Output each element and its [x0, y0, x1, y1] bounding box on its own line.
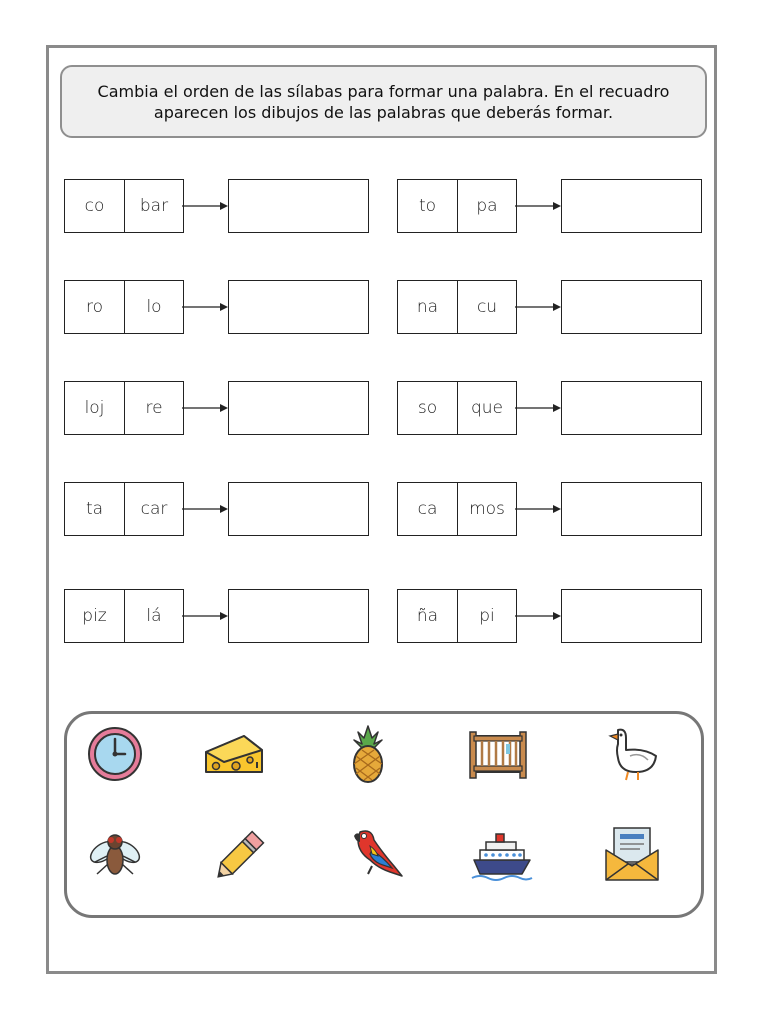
syllable-pair-5 — [64, 589, 184, 643]
answer-box-8[interactable] — [561, 381, 702, 435]
arrow-right-icon — [515, 611, 561, 621]
arrow-right-icon — [515, 403, 561, 413]
syllable-2: pa — [457, 180, 516, 232]
cheese-icon — [202, 722, 266, 786]
duck-icon — [600, 722, 664, 786]
fly-icon — [83, 822, 147, 886]
syllable-pair-1 — [64, 179, 184, 233]
answer-box-5[interactable] — [228, 589, 369, 643]
syllable-1: co — [84, 196, 105, 216]
arrow-right-icon — [515, 504, 561, 514]
answer-box-3[interactable] — [228, 381, 369, 435]
pencil-icon — [206, 825, 270, 889]
parrot-icon — [342, 822, 406, 886]
answer-box-7[interactable] — [561, 280, 702, 334]
pineapple-icon — [336, 722, 400, 786]
syllable-1: ca — [417, 499, 438, 519]
syllable-1: loj — [84, 398, 105, 418]
syllable-2: cu — [457, 281, 516, 333]
instructions-line-1: Cambia el orden de las sílabas para formar una palabra. En el recuadro — [97, 81, 670, 101]
answer-box-2[interactable] — [228, 280, 369, 334]
arrow-right-icon — [182, 302, 228, 312]
arrow-right-icon — [182, 403, 228, 413]
syllable-pair-3 — [64, 381, 184, 435]
answer-box-6[interactable] — [561, 179, 702, 233]
syllable-2: bar — [124, 180, 183, 232]
instructions-box — [60, 65, 707, 138]
syllable-1: ta — [85, 499, 104, 519]
syllable-2: car — [124, 483, 183, 535]
syllable-2: re — [124, 382, 183, 434]
arrow-right-icon — [182, 201, 228, 211]
syllable-2: lo — [124, 281, 183, 333]
syllable-pair-7 — [397, 280, 517, 334]
clock-icon — [83, 722, 147, 786]
syllable-pair-10 — [397, 589, 517, 643]
syllable-pair-2 — [64, 280, 184, 334]
syllable-1: to — [418, 196, 437, 216]
syllable-1: ña — [416, 606, 439, 626]
ship-icon — [470, 822, 534, 886]
syllable-2: mos — [457, 483, 516, 535]
answer-box-1[interactable] — [228, 179, 369, 233]
instructions-line-2: aparecen los dibujos de las palabras que deberás formar. — [153, 102, 614, 122]
arrow-right-icon — [182, 504, 228, 514]
syllable-pair-4 — [64, 482, 184, 536]
syllable-2: lá — [124, 590, 183, 642]
answer-box-10[interactable] — [561, 589, 702, 643]
syllable-1: ro — [85, 297, 104, 317]
syllable-1: na — [416, 297, 439, 317]
answer-box-9[interactable] — [561, 482, 702, 536]
syllable-2: que — [457, 382, 516, 434]
arrow-right-icon — [515, 302, 561, 312]
syllable-1: piz — [82, 606, 107, 626]
answer-box-4[interactable] — [228, 482, 369, 536]
syllable-pair-6 — [397, 179, 517, 233]
syllable-pair-9 — [397, 482, 517, 536]
syllable-2: pi — [457, 590, 516, 642]
syllable-1: so — [417, 398, 438, 418]
crib-icon — [466, 722, 530, 786]
arrow-right-icon — [182, 611, 228, 621]
syllable-pair-8 — [397, 381, 517, 435]
arrow-right-icon — [515, 201, 561, 211]
envelope-icon — [600, 822, 664, 886]
